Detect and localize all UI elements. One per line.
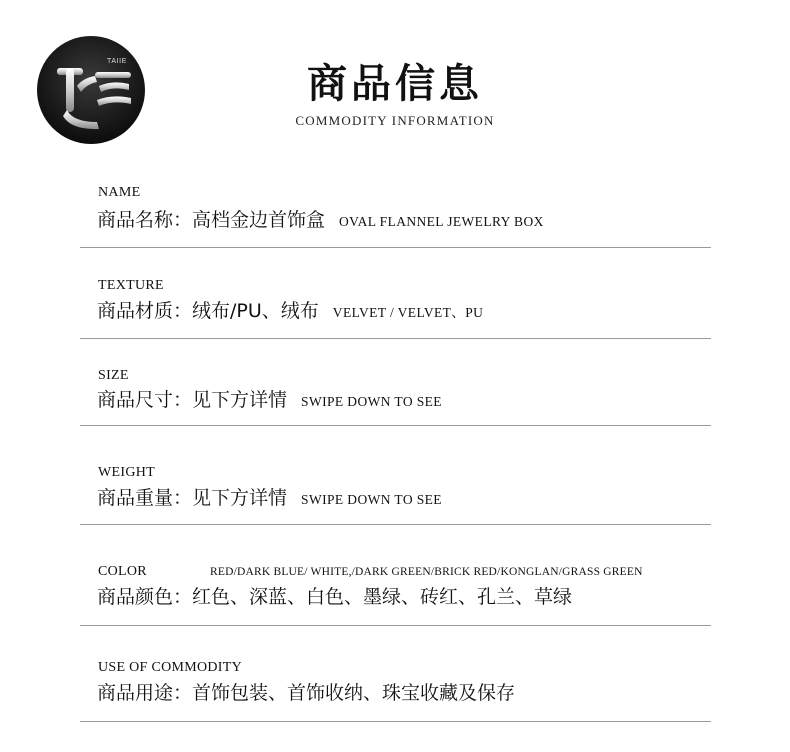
row-value-cn: 绒布/PU、绒布 <box>192 300 319 322</box>
row-label-cn: 商品尺寸： <box>97 389 193 411</box>
row-main <box>97 678 515 705</box>
row-value-en: OVAL FLANNEL JEWELRY BOX <box>339 214 544 229</box>
info-row-name <box>80 178 711 248</box>
row-label-cn: 商品材质： <box>97 300 193 322</box>
page-subtitle: COMMODITY INFORMATION <box>295 113 495 128</box>
row-label-en: TEXTURE <box>98 278 164 293</box>
row-label-en: COLOR <box>98 564 147 579</box>
info-row-weight <box>80 425 711 525</box>
row-value-en: SWIPE DOWN TO SEE <box>301 492 442 507</box>
info-row-color <box>80 524 711 626</box>
row-value-cn: 红色、深蓝、白色、墨绿、砖红、孔兰、草绿 <box>192 586 573 608</box>
page-title: 商品信息 <box>307 61 483 107</box>
info-row-use <box>80 625 711 722</box>
row-label-en: USE OF COMMODITY <box>98 660 243 675</box>
row-value-cn: 见下方详情 <box>192 487 288 509</box>
row-label-en: WEIGHT <box>98 465 156 480</box>
row-label-cn: 商品用途： <box>97 682 193 704</box>
row-value-en: VELVET / VELVET、PU <box>332 305 484 320</box>
row-main <box>97 582 572 609</box>
row-label-cn: 商品名称： <box>97 209 193 231</box>
row-value-cn: 高档金边首饰盒 <box>192 209 326 231</box>
row-label-cn: 商品颜色： <box>97 586 193 608</box>
row-value-cn: 首饰包装、首饰收纳、珠宝收藏及保存 <box>192 682 516 704</box>
row-value-en: SWIPE DOWN TO SEE <box>301 394 442 409</box>
logo-text: TAIIE <box>107 58 127 65</box>
row-value-en: RED/DARK BLUE/ WHITE,/DARK GREEN/BRICK RED/KONGLAN/GRASS GREEN <box>210 566 643 578</box>
row-main <box>97 296 483 323</box>
row-main <box>97 385 442 412</box>
info-row-texture <box>80 247 711 339</box>
info-row-size <box>80 338 711 426</box>
row-main <box>97 205 544 232</box>
row-label-en: SIZE <box>98 368 129 383</box>
row-value-cn: 见下方详情 <box>192 389 288 411</box>
row-main <box>97 483 442 510</box>
row-label-cn: 商品重量： <box>97 487 193 509</box>
row-label-en: NAME <box>98 185 141 200</box>
